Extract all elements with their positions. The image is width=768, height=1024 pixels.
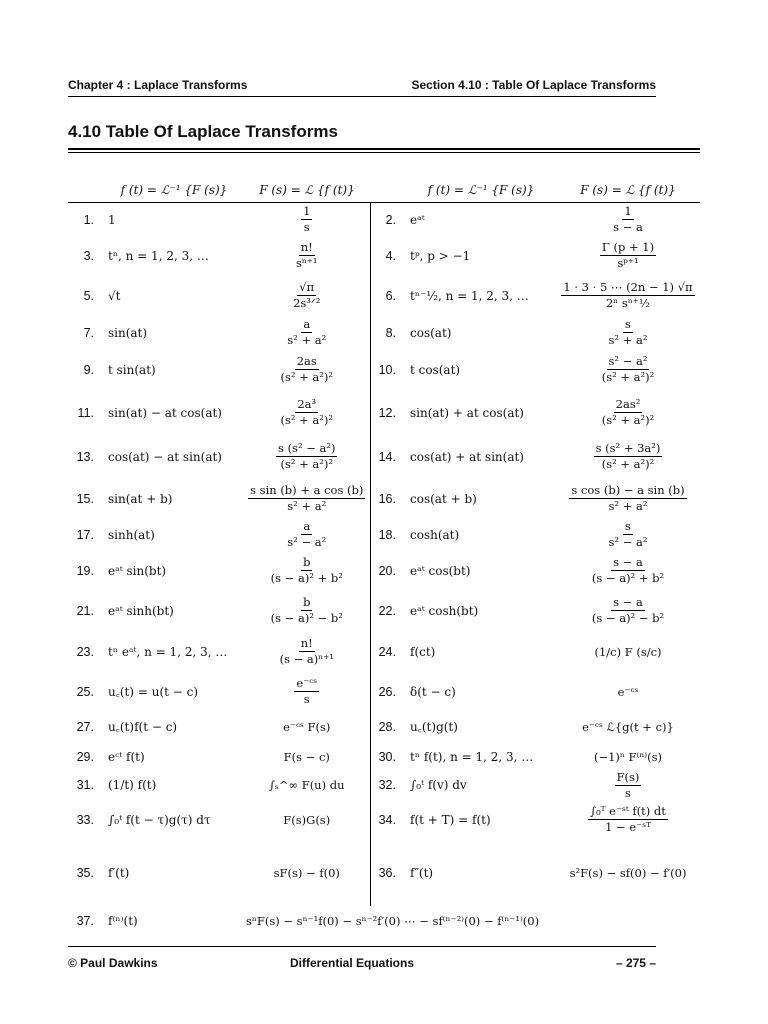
footer-course: Differential Equations	[290, 956, 415, 970]
numerator: 2as²	[614, 398, 643, 413]
denominator: 2ⁿ sⁿ⁺½	[605, 296, 651, 310]
function-expression: t cos(at)	[410, 362, 461, 377]
function-expression: tⁿ eᵃᵗ, n = 1, 2, 3, …	[108, 644, 228, 659]
numerator: s sin (b) + a cos (b)	[248, 484, 365, 499]
entry-number: 10.	[370, 349, 406, 391]
right-transform-14	[556, 711, 700, 743]
function-expression: sin(at) − at cos(at)	[108, 405, 222, 420]
entry-number: 21.	[76, 603, 94, 618]
function-expression: tⁿ, n = 1, 2, 3, …	[108, 248, 209, 263]
left-transform-7	[244, 435, 370, 479]
transform-expression-full: sⁿF(s) − sⁿ⁻¹f(0) − sⁿ⁻²f′(0) ⋯ − sf⁽ⁿ⁻²⁾(0) − f⁽ⁿ⁻¹⁾(0)	[246, 913, 540, 928]
denominator: (s − a)² − b²	[591, 611, 665, 625]
section-header: Section 4.10 : Table Of Laplace Transforms	[411, 78, 656, 92]
fraction	[301, 205, 312, 234]
column-header-F: F (s) = ℒ {f (t)}	[244, 178, 370, 203]
right-transform-6	[556, 391, 700, 435]
entry-number: 37.	[76, 913, 94, 928]
function-expression: cos(at)	[410, 325, 452, 340]
numerator: F(s)	[615, 771, 642, 786]
entry-number: 16.	[370, 479, 406, 519]
entry-number: 12.	[370, 391, 406, 435]
denominator: 2s³ᐟ²	[293, 296, 321, 310]
numerator: 1	[301, 205, 312, 220]
entry-number: 3.	[83, 248, 94, 263]
title-rule-thin	[68, 152, 700, 153]
function-expression: sin(at)	[108, 325, 148, 340]
numerator: e⁻ᶜˢ	[294, 677, 319, 692]
denominator: s² + a²	[608, 333, 648, 347]
entry-number: 18.	[370, 519, 406, 551]
entry-number: 17.	[76, 527, 94, 542]
transform-expression: e⁻ᶜˢ ℒ{g(t + c)}	[582, 719, 674, 734]
numerator: n!	[299, 241, 315, 256]
numerator: s cos (b) − a sin (b)	[569, 484, 686, 499]
table-row	[68, 519, 700, 551]
numerator: s	[623, 520, 633, 535]
left-transform-16	[244, 771, 370, 800]
entry-number: 34.	[370, 800, 406, 840]
function-expression: eᵃᵗ	[410, 212, 425, 227]
denominator: (s² + a²)²	[280, 370, 333, 384]
left-transform-5	[244, 349, 370, 391]
denominator: (s − a)² − b²	[270, 611, 343, 625]
denominator: s² + a²	[287, 333, 327, 347]
right-transform-2	[556, 237, 700, 275]
page-title: 4.10 Table Of Laplace Transforms	[68, 122, 338, 141]
denominator: (s² + a²)²	[601, 457, 655, 471]
function-expression: u꜀(t)g(t)	[410, 720, 458, 734]
denominator: s² + a²	[608, 499, 648, 513]
entry-number: 22.	[370, 591, 406, 631]
fraction	[594, 442, 663, 471]
denominator: (s − a)² + b²	[591, 571, 665, 585]
fraction	[607, 520, 650, 549]
table-row	[68, 743, 700, 771]
numerator: s² − a²	[607, 355, 650, 370]
table-row	[68, 800, 700, 840]
function-expression: t sin(at)	[108, 362, 156, 377]
left-transform-9	[244, 519, 370, 551]
entry-number: 24.	[370, 631, 406, 673]
right-transform-8	[556, 479, 700, 519]
table-header-row	[68, 178, 700, 203]
fraction	[607, 318, 650, 347]
numerator: s (s² + 3a²)	[594, 442, 663, 457]
entry-number: 26.	[370, 673, 406, 711]
footer-page-number: – 275 –	[615, 956, 656, 970]
table-row	[68, 391, 700, 435]
function-expression: ∫₀ᵗ f(t − τ)g(τ) dτ	[108, 812, 211, 827]
function-expression: tⁿ⁻½, n = 1, 2, 3, …	[410, 288, 529, 303]
entry-number: 31.	[76, 778, 94, 793]
function-expression: f⁽ⁿ⁾(t)	[108, 913, 138, 928]
left-transform-6	[244, 391, 370, 435]
numerator: b	[301, 556, 312, 571]
function-expression: eᵃᵗ sin(bt)	[108, 563, 167, 578]
table-row	[68, 349, 700, 391]
numerator: a	[301, 520, 312, 535]
footer-rule	[68, 946, 656, 947]
fraction	[569, 484, 686, 513]
fraction	[248, 484, 365, 513]
fraction	[588, 805, 668, 834]
function-expression: √t	[108, 288, 121, 303]
numerator: 1 · 3 · 5 ⋯ (2n − 1) √π	[561, 281, 694, 296]
left-transform-13	[244, 673, 370, 711]
right-transform-13	[556, 673, 700, 711]
left-transform-14	[244, 711, 370, 743]
numerator: ∫₀ᵀ e⁻ˢᵗ f(t) dt	[588, 805, 668, 820]
denominator: sᵖ⁺¹	[617, 256, 639, 270]
transform-expression: e⁻ᶜˢ	[617, 684, 639, 699]
denominator: s² − a²	[608, 535, 648, 549]
left-transform-12	[244, 631, 370, 673]
numerator: Γ (p + 1)	[600, 241, 656, 256]
table-row	[68, 840, 700, 906]
left-transform-18	[244, 840, 370, 906]
right-transform-1	[556, 203, 700, 237]
entry-number: 13.	[76, 449, 94, 464]
left-transform-4	[244, 317, 370, 349]
transform-expression: ∫ₛ^∞ F(u) du	[268, 778, 345, 793]
entry-number: 27.	[76, 719, 94, 734]
denominator: s	[303, 220, 310, 235]
table-row	[68, 631, 700, 673]
table-body	[68, 203, 700, 936]
header-rule	[68, 96, 656, 97]
function-expression: eᵃᵗ cosh(bt)	[410, 603, 479, 618]
column-header-f-right: f (t) = ℒ⁻¹ {F (s)}	[406, 178, 556, 203]
transform-expression: sF(s) − f(0)	[273, 865, 340, 880]
fraction	[561, 281, 694, 310]
function-expression: δ(t − c)	[410, 684, 456, 699]
table-row	[68, 275, 700, 317]
function-expression: eᵃᵗ sinh(bt)	[108, 603, 174, 618]
fraction	[291, 281, 322, 310]
column-header-F-right: F (s) = ℒ {f (t)}	[556, 178, 700, 203]
entry-number: 35.	[76, 865, 94, 880]
entry-number: 28.	[370, 711, 406, 743]
left-transform-17	[244, 800, 370, 840]
entry-number: 20.	[370, 551, 406, 591]
left-transform-10	[244, 551, 370, 591]
table-row	[68, 711, 700, 743]
function-expression: f″(t)	[410, 865, 434, 880]
right-transform-3	[556, 275, 700, 317]
right-transform-7	[556, 435, 700, 479]
denominator: 1 − e⁻ˢᵀ	[605, 820, 651, 835]
function-expression: 1	[108, 212, 116, 227]
denominator: (s − a)² + b²	[270, 571, 343, 585]
function-expression: tⁿ f(t), n = 1, 2, 3, …	[410, 749, 534, 764]
numerator: n!	[299, 637, 315, 652]
fraction	[294, 241, 320, 270]
fraction	[285, 318, 328, 347]
fraction	[276, 442, 337, 471]
left-transform-3	[244, 275, 370, 317]
table-row	[68, 479, 700, 519]
numerator: √π	[297, 281, 316, 296]
denominator: (s² + a²)²	[601, 413, 655, 427]
right-transform-16	[556, 771, 700, 800]
entry-number: 1.	[83, 212, 94, 227]
fraction	[600, 398, 657, 427]
denominator: s² − a²	[287, 535, 327, 549]
numerator: s − a	[611, 556, 645, 571]
title-rule	[68, 148, 700, 150]
left-transform-8	[244, 479, 370, 519]
table-row	[68, 551, 700, 591]
footer-copyright: © Paul Dawkins	[68, 956, 158, 970]
entry-number: 29.	[76, 749, 94, 764]
fraction	[285, 520, 328, 549]
right-transform-5	[556, 349, 700, 391]
denominator: (s² + a²)²	[601, 370, 655, 384]
table-row	[68, 435, 700, 479]
fraction	[600, 355, 657, 384]
right-transform-4	[556, 317, 700, 349]
table-row	[68, 591, 700, 631]
table-row	[68, 771, 700, 800]
entry-number: 30.	[370, 743, 406, 771]
table-row	[68, 317, 700, 349]
function-expression: u꜀(t) = u(t − c)	[108, 685, 199, 699]
table-row	[68, 237, 700, 275]
right-transform-10	[556, 551, 700, 591]
entry-number: 2.	[370, 203, 406, 237]
entry-number: 9.	[83, 362, 94, 377]
denominator: (s − a)ⁿ⁺¹	[279, 652, 334, 666]
denominator: (s² + a²)²	[280, 457, 333, 471]
numerator: b	[301, 596, 312, 611]
function-expression: sinh(at)	[108, 527, 155, 542]
numerator: 1	[622, 205, 633, 220]
function-expression: sin(at + b)	[108, 491, 173, 506]
entry-number: 33.	[76, 812, 94, 827]
table-row	[68, 673, 700, 711]
denominator: sⁿ⁺¹	[295, 256, 318, 270]
numerator: s − a	[611, 596, 645, 611]
function-expression: f(t + T) = f(t)	[410, 812, 491, 827]
transform-expression: (−1)ⁿ F⁽ⁿ⁾(s)	[593, 749, 663, 764]
function-expression: ∫₀ᵗ f(v) dv	[410, 778, 467, 793]
function-expression: f(ct)	[410, 644, 436, 659]
right-transform-18	[556, 840, 700, 906]
left-transform-2	[244, 237, 370, 275]
transform-expression: F(s)G(s)	[283, 812, 331, 827]
function-expression: cos(at) + at sin(at)	[410, 449, 524, 464]
entry-number: 6.	[370, 275, 406, 317]
denominator: s	[625, 785, 631, 800]
entry-number: 23.	[76, 644, 94, 659]
right-transform-15	[556, 743, 700, 771]
numerator: 2as	[295, 355, 319, 370]
entry-number: 4.	[370, 237, 406, 275]
chapter-header: Chapter 4 : Laplace Transforms	[68, 78, 248, 92]
function-expression: cosh(at)	[410, 527, 460, 542]
entry-number: 14.	[370, 435, 406, 479]
transform-expression: F(s − c)	[283, 749, 330, 764]
numerator: a	[301, 318, 312, 333]
left-transform-11	[244, 591, 370, 631]
entry-number: 15.	[76, 491, 94, 506]
entry-number: 8.	[370, 317, 406, 349]
fraction	[269, 596, 345, 625]
denominator: s − a	[613, 220, 643, 235]
function-expression: eᵃᵗ cos(bt)	[410, 563, 471, 578]
fraction	[278, 637, 336, 666]
entry-number: 25.	[76, 684, 94, 699]
transform-expression: e⁻ᶜˢ F(s)	[283, 719, 331, 734]
fraction	[278, 398, 335, 427]
function-expression: tᵖ, p > −1	[410, 248, 471, 263]
table-row	[68, 203, 700, 237]
left-transform-1	[244, 203, 370, 237]
fraction	[294, 677, 319, 706]
entry-number: 32.	[370, 771, 406, 800]
transform-expression: (1/c) F (s/c)	[594, 644, 662, 659]
transform-expression: s²F(s) − sf(0) − f′(0)	[569, 865, 687, 880]
fraction	[600, 241, 656, 270]
entry-number: 19.	[76, 563, 94, 578]
function-expression: f′(t)	[108, 865, 130, 880]
right-transform-17	[556, 800, 700, 840]
fraction	[611, 205, 645, 234]
denominator: s	[303, 692, 310, 706]
fraction	[590, 596, 666, 625]
denominator: s² + a²	[287, 499, 327, 513]
table-row-last	[68, 906, 700, 936]
function-expression: eᶜᵗ f(t)	[108, 749, 145, 764]
denominator: (s² + a²)²	[280, 413, 333, 427]
function-expression: cos(at) − at sin(at)	[108, 449, 222, 464]
function-expression: (1/t) f(t)	[108, 778, 157, 793]
right-transform-11	[556, 591, 700, 631]
fraction	[615, 771, 642, 800]
numerator: s	[623, 318, 633, 333]
right-transform-12	[556, 631, 700, 673]
fraction	[590, 556, 666, 585]
left-transform-15	[244, 743, 370, 771]
entry-number: 11.	[77, 405, 94, 420]
column-header-f: f (t) = ℒ⁻¹ {F (s)}	[104, 178, 244, 203]
entry-number: 7.	[83, 325, 94, 340]
right-transform-9	[556, 519, 700, 551]
function-expression: u꜀(t)f(t − c)	[108, 720, 178, 734]
fraction	[278, 355, 335, 384]
laplace-table	[68, 178, 700, 936]
entry-number: 5.	[83, 288, 94, 303]
fraction	[269, 556, 345, 585]
entry-number: 36.	[370, 840, 406, 906]
numerator: s (s² − a²)	[276, 442, 337, 457]
function-expression: sin(at) + at cos(at)	[410, 405, 524, 420]
function-expression: cos(at + b)	[410, 491, 477, 506]
numerator: 2a³	[295, 398, 318, 413]
